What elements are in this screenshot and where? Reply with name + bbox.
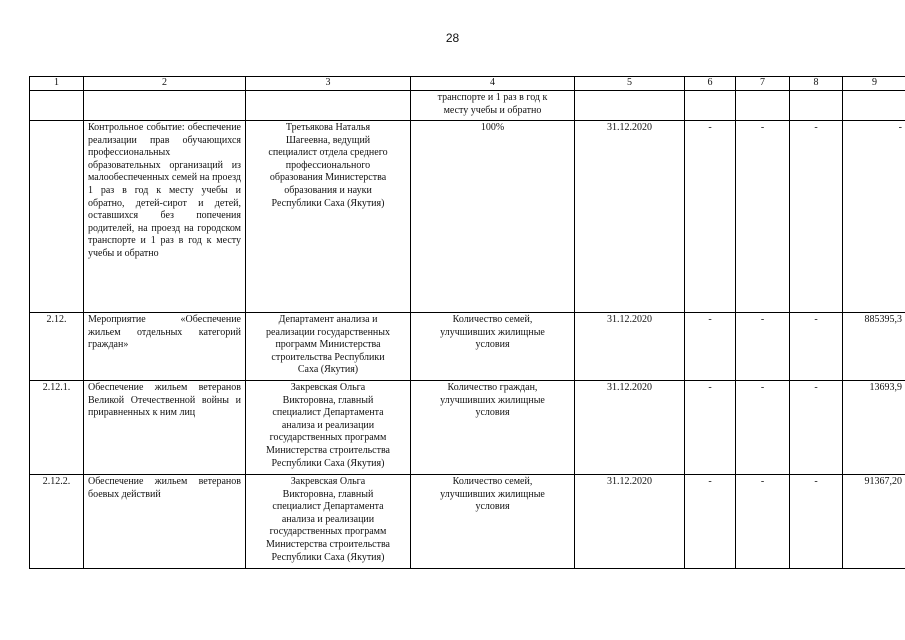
col6-value: -: [685, 381, 736, 475]
table-row: [30, 313, 905, 381]
header-cell: 2: [84, 77, 246, 91]
responsible: [246, 91, 411, 121]
page-number: 28: [445, 31, 460, 45]
deadline: 31.12.2020: [575, 381, 685, 475]
col6-value: -: [685, 475, 736, 569]
event-name: Обеспечение жильем ветеранов Великой Отечественной войны и приравненных к ним лиц: [84, 381, 246, 475]
responsible: Закревская Ольга Викторовна, главный специалист Департамента анализа и реализации государственных программ Министерства строительства Республики Саха (Якутия): [246, 475, 411, 569]
table-row: [30, 381, 905, 475]
col9-value: -: [843, 121, 905, 313]
row-number: 2.12.1.: [30, 381, 84, 475]
row-number: 2.12.2.: [30, 475, 84, 569]
responsible: Закревская Ольга Викторовна, главный специалист Департамента анализа и реализации государственных программ Министерства строительства Республики Саха (Якутия): [246, 381, 411, 475]
header-cell: 5: [575, 77, 685, 91]
indicator: Количество семей, улучшивших жилищные условия: [411, 313, 575, 381]
event-name: Обеспечение жильем ветеранов боевых действий: [84, 475, 246, 569]
col9-value: 13693,9: [843, 381, 905, 475]
table-row: [30, 91, 905, 121]
col7-value: -: [736, 313, 790, 381]
indicator: транспорте и 1 раз в год к месту учебы и обратно: [411, 91, 575, 121]
responsible: Департамент анализа и реализации государственных программ Министерства строительства Республики Саха (Якутия): [246, 313, 411, 381]
event-name: Контрольное событие: обеспечение реализации прав обучающихся профессиональных образовательных организаций из малообеспеченных семей на проезд 1 раз в год к месту учебы и обратно, детей-сирот и детей, оставшихся без попечения родителей, на проезд на городском транспорте и 1 раз в год к месту учебы и обратно: [84, 121, 246, 313]
col9-value: [843, 91, 905, 121]
header-cell: 7: [736, 77, 790, 91]
header-cell: 1: [30, 77, 84, 91]
event-name: Мероприятие «Обеспечение жильем отдельных категорий граждан»: [84, 313, 246, 381]
deadline: [575, 91, 685, 121]
indicator: Количество граждан, улучшивших жилищные условия: [411, 381, 575, 475]
col8-value: -: [790, 475, 843, 569]
col7-value: -: [736, 475, 790, 569]
header-row: [30, 77, 905, 91]
deadline: 31.12.2020: [575, 475, 685, 569]
responsible: Третьякова Наталья Шагеевна, ведущий специалист отдела среднего профессионального образования Министерства образования и науки Республики Саха (Якутия): [246, 121, 411, 313]
col9-value: 885395,3: [843, 313, 905, 381]
col8-value: [790, 91, 843, 121]
header-cell: 6: [685, 77, 736, 91]
indicator: 100%: [411, 121, 575, 313]
col7-value: -: [736, 381, 790, 475]
col7-value: [736, 91, 790, 121]
col9-value: 91367,20: [843, 475, 905, 569]
col6-value: [685, 91, 736, 121]
row-number: [30, 121, 84, 313]
header-cell: 8: [790, 77, 843, 91]
table-row: [30, 121, 905, 313]
col8-value: -: [790, 381, 843, 475]
header-cell: 3: [246, 77, 411, 91]
header-cell: 9: [843, 77, 905, 91]
events-table: [29, 76, 905, 569]
col6-value: -: [685, 313, 736, 381]
deadline: 31.12.2020: [575, 313, 685, 381]
event-name: [84, 91, 246, 121]
deadline: 31.12.2020: [575, 121, 685, 313]
col6-value: -: [685, 121, 736, 313]
col8-value: -: [790, 313, 843, 381]
indicator: Количество семей, улучшивших жилищные условия: [411, 475, 575, 569]
header-cell: 4: [411, 77, 575, 91]
col8-value: -: [790, 121, 843, 313]
table-row: [30, 475, 905, 569]
row-number: [30, 91, 84, 121]
row-number: 2.12.: [30, 313, 84, 381]
col7-value: -: [736, 121, 790, 313]
